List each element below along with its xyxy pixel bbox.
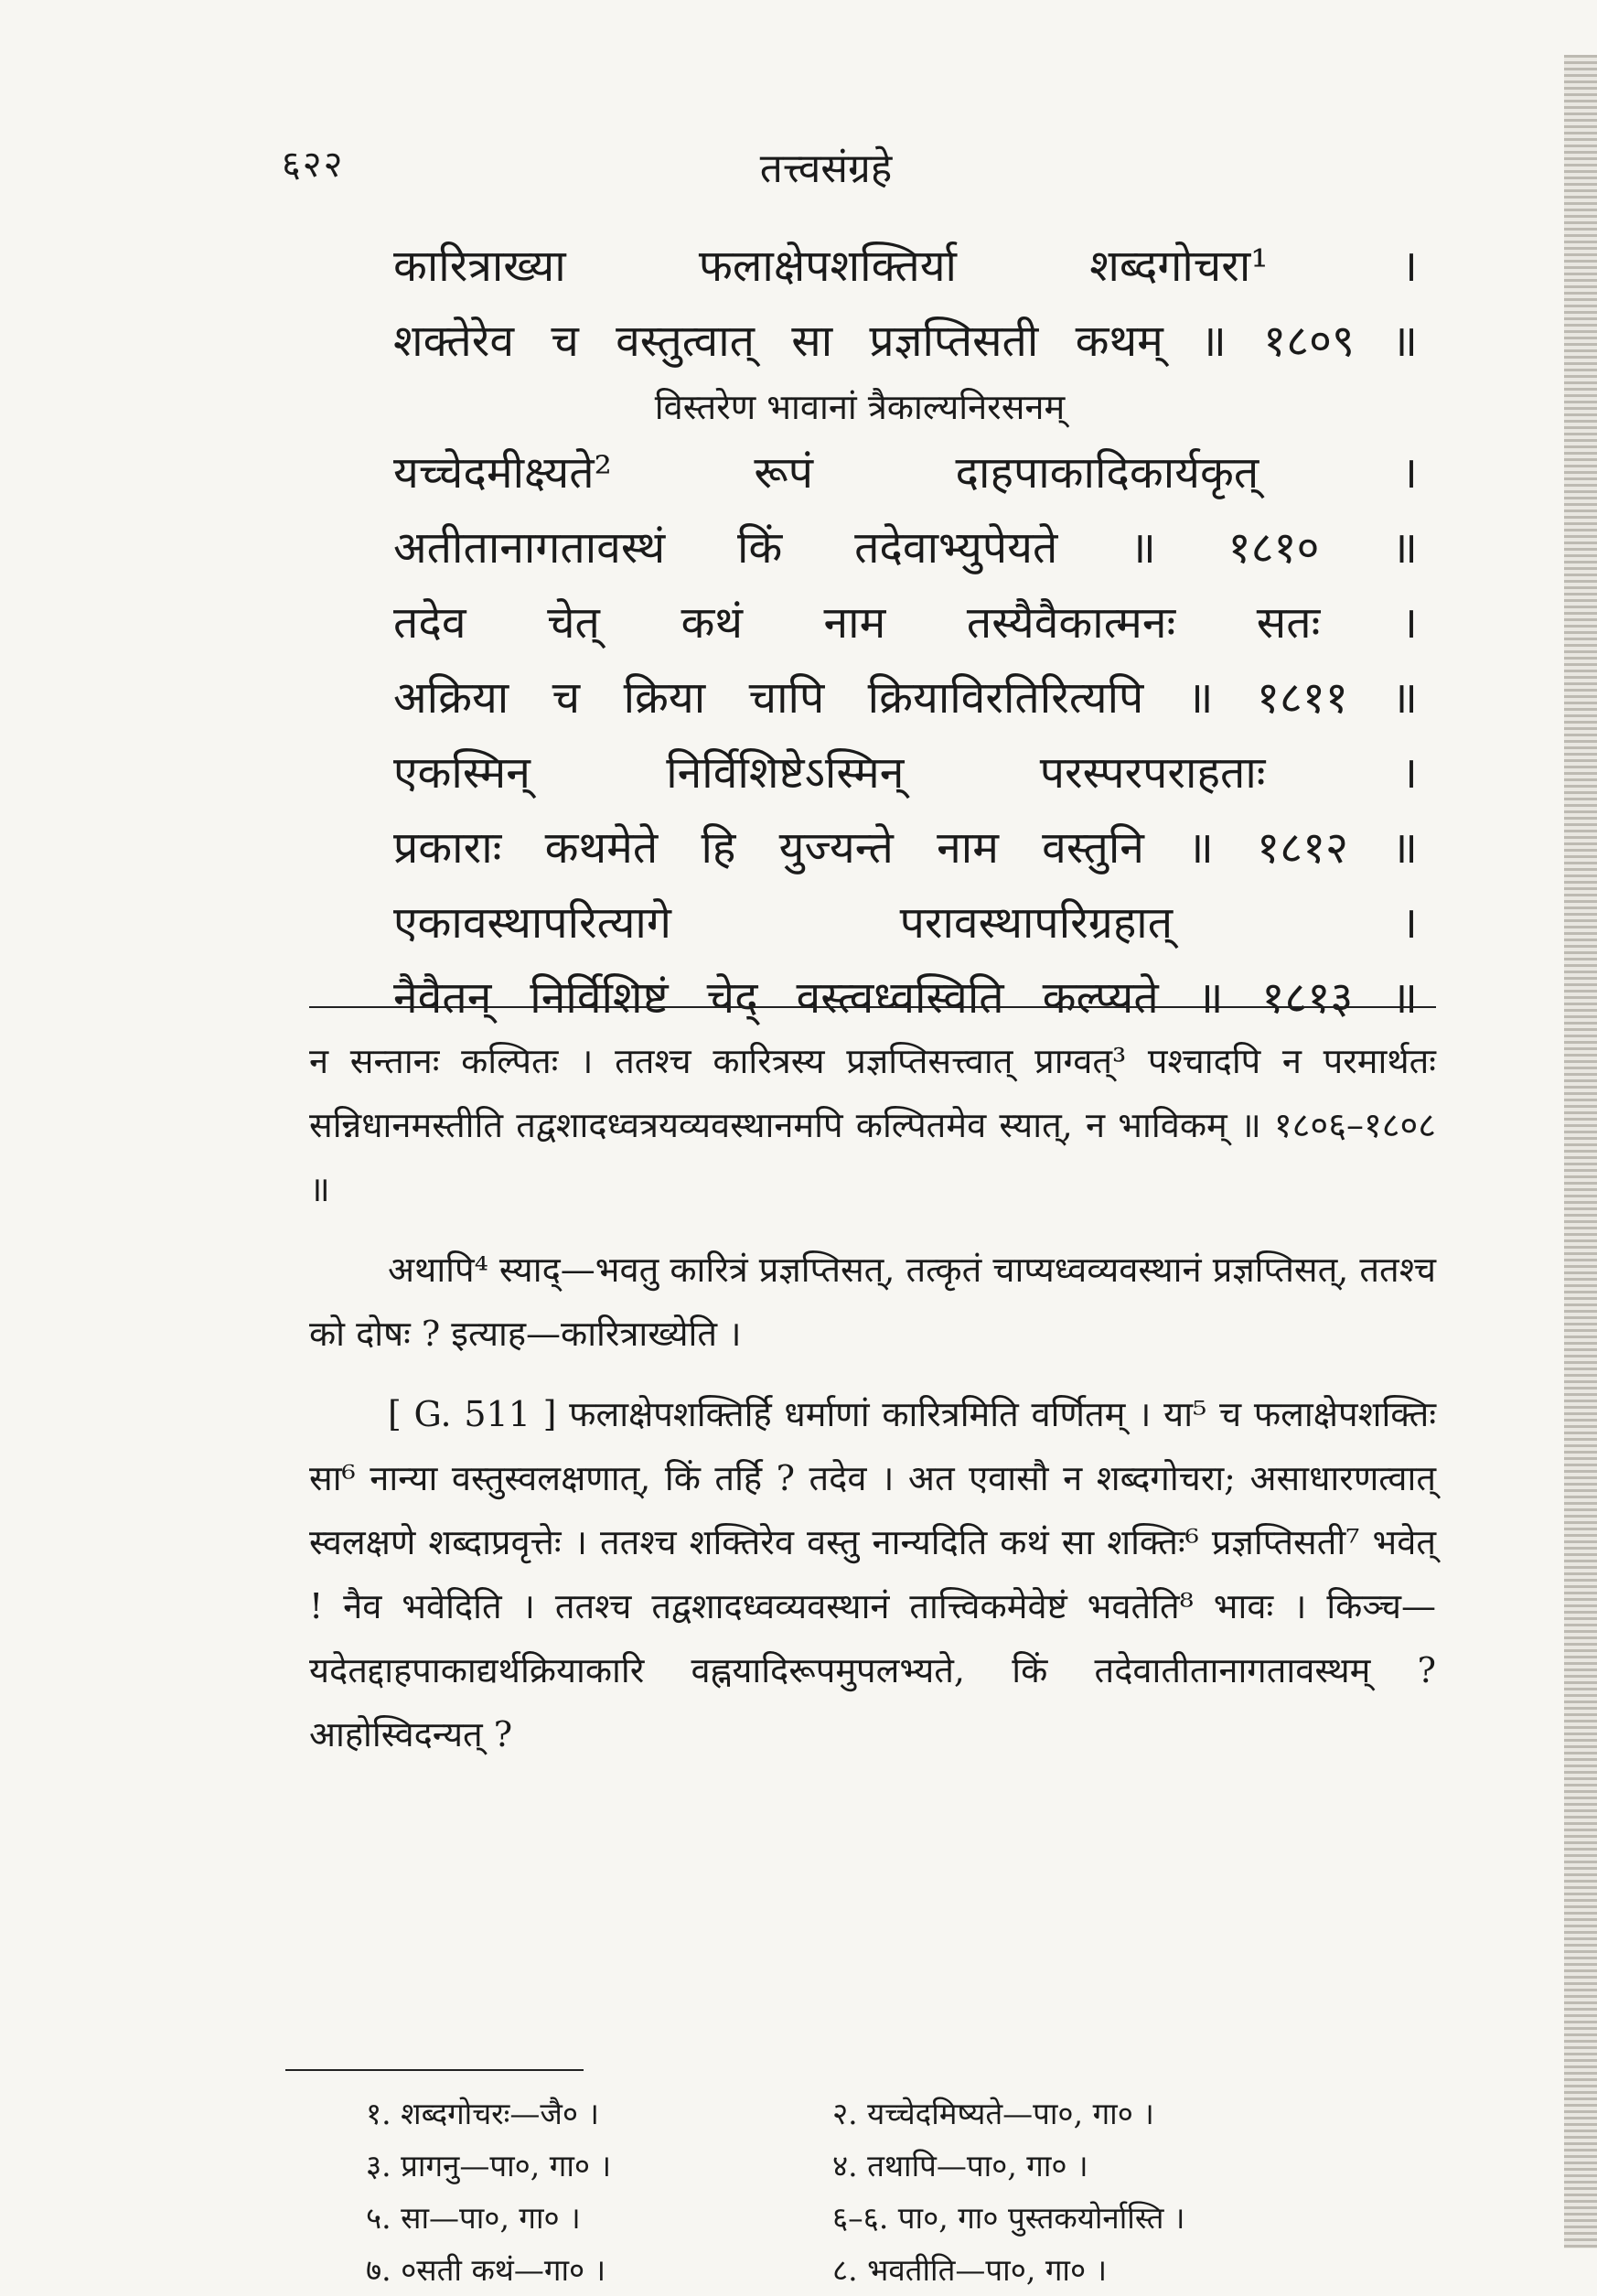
- verse-line: कारित्राख्या फलाक्षेपशक्तिर्या शब्दगोचरा¹ ।: [393, 241, 1418, 292]
- commentary-block: [309, 1029, 1436, 1783]
- commentary-paragraph: न सन्तानः कल्पितः । ततश्च कारित्रस्य प्रज्ञप्तिसत्त्वात् प्राग्वत्³ पश्चादपि न परमार्थतः सन्निधानमस्तीति तद्वशादध्वत्रयव्यवस्थानमपि कल्पितमेव स्यात्, न भाविकम् ॥ १८०६–१८०८ ॥: [309, 1041, 1436, 1209]
- verse-commentary-divider: [309, 1006, 1436, 1008]
- footnote: १. शब्दगोचरः—जै० ।: [366, 2096, 599, 2131]
- verse-line: अक्रिया च क्रिया चापि क्रियाविरतिरित्यपि ॥ १८११ ॥: [393, 672, 1418, 724]
- scanned-page-edge: [1564, 55, 1597, 2248]
- verse-line: एकस्मिन् निर्विशिष्टेऽस्मिन् परस्परपराहताः ।: [393, 747, 1418, 799]
- footnote-divider: [285, 2069, 584, 2071]
- section-heading: विस्तरेण भावानां त्रैकाल्यनिरसनम्: [654, 387, 1066, 427]
- running-title: तत्त्वसंग्रहे: [759, 145, 893, 192]
- footnote: ५. सा—पा०, गा० ।: [366, 2200, 581, 2236]
- verse-line: यच्चेदमीक्ष्यते² रूपं दाहपाकादिकार्यकृत् ।: [393, 447, 1418, 499]
- footnote: ६–६. पा०, गा० पुस्तकयोर्नास्ति ।: [832, 2200, 1185, 2236]
- verse-line: शक्तेरेव च वस्तुत्वात् सा प्रज्ञप्तिसती कथम् ॥ १८०९ ॥: [393, 316, 1418, 367]
- verse-line: तदेव चेत् कथं नाम तस्यैवैकात्मनः सतः ।: [393, 597, 1418, 649]
- footnote: ७. ०सती कथं—गा० ।: [366, 2252, 606, 2288]
- page-number: ६२२: [282, 144, 345, 186]
- verse-line: एकावस्थापरित्यागे परावस्थापरिग्रहात् ।: [393, 897, 1418, 949]
- footnote: ८. भवतीति—पा०, गा० ।: [832, 2252, 1108, 2288]
- verse-line: प्रकाराः कथमेते हि युज्यन्ते नाम वस्तुनि ॥ १८१२ ॥: [393, 822, 1418, 874]
- footnote: ३. प्रागनु—पा०, गा० ।: [366, 2148, 612, 2183]
- footnote: ४. तथापि—पा०, गा० ।: [832, 2148, 1088, 2183]
- footnote: २. यच्चेदमिष्यते—पा०, गा० ।: [832, 2096, 1154, 2131]
- footnotes: [366, 2087, 1390, 2296]
- commentary-paragraph: [ G. 511 ] फलाक्षेपशक्तिर्हि धर्माणां कारित्रमिति वर्णितम् । या⁵ च फलाक्षेपशक्तिः सा⁶ नान्या वस्तुस्वलक्षणात्, किं तर्हि ? तदेव । अत एवासौ न शब्दगोचरा; असाधारणत्वात् स्वलक्षणे शब्दाप्रवृत्तेः । ततश्च शक्तिरेव वस्तु नान्यदिति कथं सा शक्तिः⁶ प्रज्ञप्तिसती⁷ भवेत् ! नैव भवेदिति । ततश्च तद्वशादध्वव्यवस्थानं तात्त्विकमेवेष्टं भवतेति⁸ भावः । किञ्च—यदेतद्दाहपाकाद्यर्थक्रियाकारि वह्नयादिरूपमुपलभ्यते, किं तदेवातीतानागतावस्थम् ? आहोस्विदन्यत् ?: [309, 1394, 1436, 1754]
- verse-line: अतीतानागतावस्थं किं तदेवाभ्युपेयते ॥ १८१० ॥: [393, 522, 1418, 574]
- commentary-paragraph: अथापि⁴ स्याद्—भवतु कारित्रं प्रज्ञप्तिसत्, तत्कृतं चाप्यध्वव्यवस्थानं प्रज्ञप्तिसत्, ततश्च को दोषः ? इत्याह—कारित्राख्येति ।: [309, 1250, 1436, 1354]
- verse-line: नैवैतन् निर्विशिष्टं चेद् वस्त्वध्वस्विति कल्प्यते ॥ १८१३ ॥: [393, 972, 1418, 1024]
- verse-block: [393, 229, 1418, 1035]
